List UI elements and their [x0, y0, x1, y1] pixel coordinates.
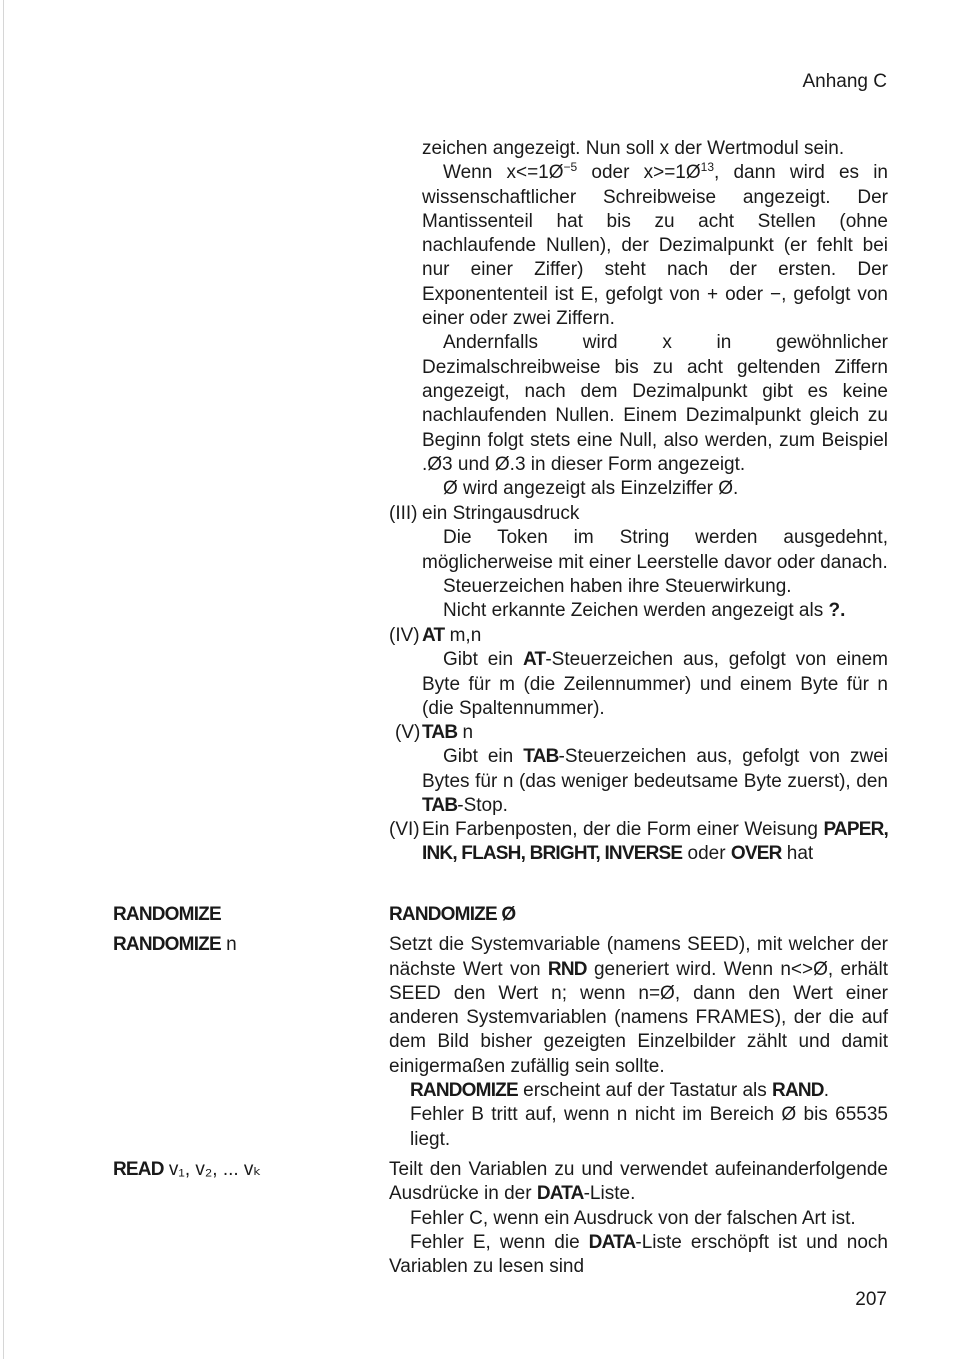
- page-edge: [3, 0, 4, 1359]
- side-label-randomize: RANDOMIZE: [113, 904, 221, 925]
- paragraph: Fehler C, wenn ein Ausdruck von der falschen Art ist.: [410, 1207, 856, 1229]
- side-label-read: READ v₁, v₂, ... vₖ: [113, 1159, 262, 1180]
- paragraph: Ø wird angezeigt als Einzelziffer Ø.: [443, 478, 739, 500]
- paragraph: Setzt die Systemvariable (namens SEED), mit welcher der nächste Wert von RND generiert wird. Wenn n<>Ø, erhält SEED den Wert n; wenn n=Ø, dann den Wert einer anderen Systemvariablen (namens FRAMES), der die auf dem Bild bisher gezeigten Einzelbilder zählt und damit einigermaßen zufällig sein sollte.: [389, 934, 888, 1077]
- paragraph: Ein Farbenposten, der die Form einer Weisung PAPER, INK, FLASH, BRIGHT, INVERSE oder OVER hat: [422, 819, 888, 865]
- number-block: [422, 137, 888, 501]
- item-vi: [389, 818, 888, 867]
- item-title: ein Stringausdruck: [422, 503, 580, 524]
- paragraph: Gibt ein AT-Steuerzeichen aus, gefolgt von einem Byte für m (die Zeilennummer) und einem Byte für n (die Spaltennummer).: [422, 649, 888, 719]
- paragraph: Die Token im String werden ausgedehnt, möglicherweise mit einer Leerstelle davor oder danach.: [422, 527, 888, 573]
- section-heading: RANDOMIZE Ø: [389, 904, 516, 925]
- item-iii: [389, 502, 888, 623]
- paragraph: Nicht erkannte Zeichen werden angezeigt als ?.: [443, 600, 846, 622]
- item-title: AT m,n: [422, 625, 482, 646]
- randomize-section: [389, 903, 888, 1152]
- running-header: Anhang C: [802, 71, 887, 92]
- item-iv: [389, 624, 888, 721]
- page-number: 207: [855, 1289, 887, 1310]
- paragraph: Andernfalls wird x in gewöhnlicher Dezimalschreibweise bis zu acht geltenden Ziffern angezeigt, nach dem Dezimalpunkt gibt es keine nachlaufenden Nullen. Einem Dezimalpunkt gleich zu Beginn folgt stets eine Null, also werden, zum Beispiel .Ø3 und Ø.3 in dieser Form angezeigt.: [422, 332, 888, 475]
- side-label-randomize-n: RANDOMIZE n: [113, 934, 237, 955]
- paragraph: Fehler E, wenn die DATA-Liste erschöpft ist und noch Variablen zu lesen sind: [389, 1231, 888, 1278]
- item-number: (VI): [389, 819, 420, 840]
- paragraph: Teilt den Variablen zu und verwendet aufeinanderfolgende Ausdrücke in der DATA-Liste.: [389, 1159, 888, 1205]
- item-v: [389, 721, 888, 818]
- paragraph: Wenn $x<=1Ø^{-5}$ oder $x>=1Ø^{13}$, dann wird es in wissenschaftlicher Schreibweise angezeigt. Der Mantissenteil hat bis zu acht Stellen (ohne nachlaufende Nullen), der Dezimalpunkt (er fehlt bei nur einer Ziffer) steht nach der ersten. Der Exponententeil ist E, gefolgt von + oder −, gefolgt von einer oder zwei Ziffern.: [422, 160, 889, 330]
- paragraph: zeichen angezeigt. Nun soll x der Wertmodul sein.: [422, 138, 845, 159]
- item-number: (IV): [389, 625, 420, 646]
- paragraph: Steuerzeichen haben ihre Steuerwirkung.: [443, 575, 792, 597]
- paragraph: Fehler B tritt auf, wenn n nicht im Bereich Ø bis 65535 liegt.: [410, 1104, 888, 1150]
- item-number: (V): [395, 722, 421, 743]
- item-number: (III): [389, 503, 418, 524]
- read-section: [389, 1158, 888, 1279]
- paragraph: RANDOMIZE erscheint auf der Tastatur als RAND.: [410, 1080, 829, 1102]
- item-title: TAB n: [422, 722, 474, 743]
- paragraph: Gibt ein TAB-Steuerzeichen aus, gefolgt von zwei Bytes für n (das weniger bedeutsame Byte zuerst), den TAB-Stop.: [422, 746, 888, 816]
